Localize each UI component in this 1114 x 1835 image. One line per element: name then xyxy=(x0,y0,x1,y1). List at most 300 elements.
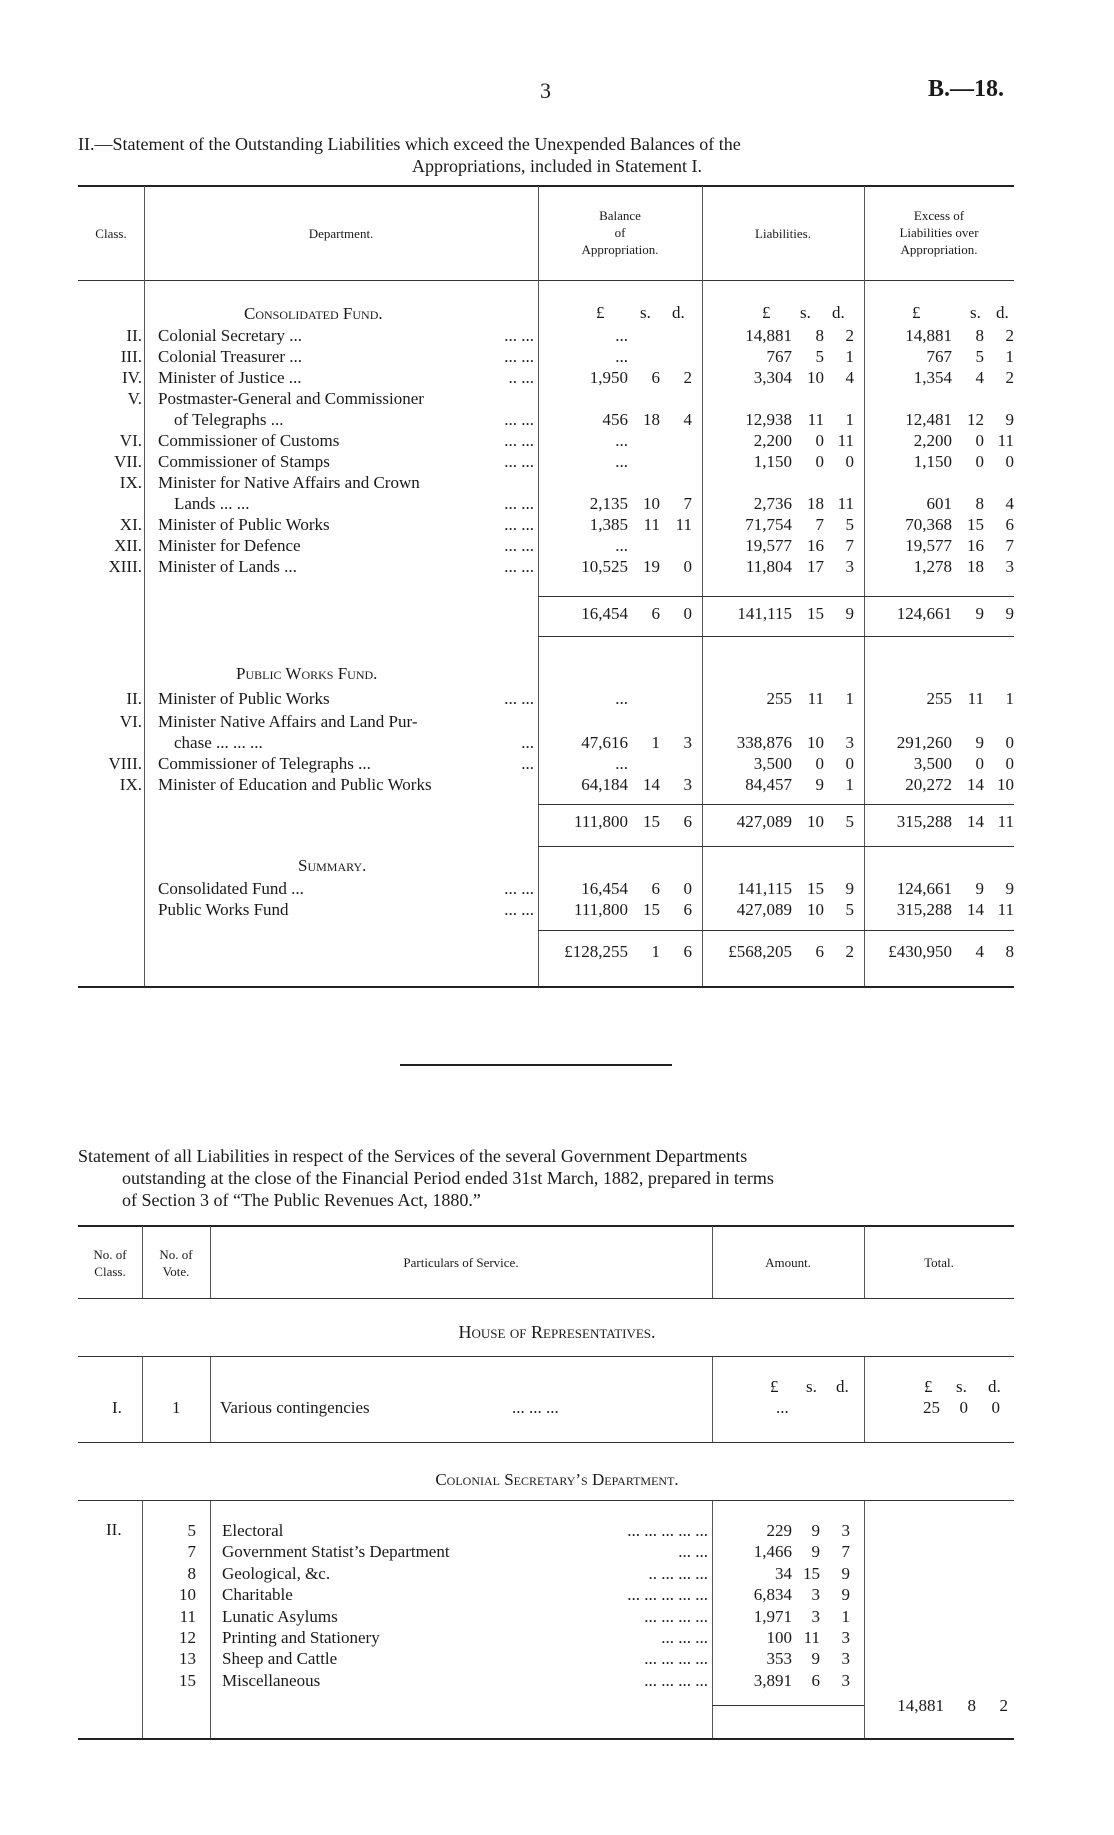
balance-shillings: 6 xyxy=(651,368,660,387)
excess-pounds: 767 xyxy=(926,347,952,366)
liabilities-pounds: 14,881 xyxy=(745,326,792,345)
balance-shillings: 11 xyxy=(643,515,660,534)
excess-pounds: 14,881 xyxy=(905,326,952,345)
leader-dots: ... ... xyxy=(504,326,534,345)
excess-pounds: 3,500 xyxy=(913,754,952,773)
department-name: Commissioner of Telegraphs ... xyxy=(158,754,371,773)
house-total-s: s. xyxy=(956,1377,967,1396)
excess-pence: 7 xyxy=(1005,536,1014,555)
amount-pence: 7 xyxy=(841,1542,850,1562)
excess-pence: 4 xyxy=(1005,494,1014,513)
house-vote: 1 xyxy=(172,1398,181,1417)
excess-pence: 8 xyxy=(1005,942,1014,961)
leader-dots: ... ... xyxy=(504,431,534,450)
liabilities-pounds: 12,938 xyxy=(745,410,792,429)
excess-pence: 11 xyxy=(997,431,1014,450)
statement3-title-line3: of Section 3 of “The Public Revenues Act, 1880.” xyxy=(122,1190,481,1210)
house-total-shillings: 0 xyxy=(959,1398,968,1417)
leader-dots: ... ... ... ... xyxy=(644,1606,708,1626)
class-number: V. xyxy=(127,389,142,408)
vote-number: 8 xyxy=(187,1563,196,1583)
excess-pounds: 12,481 xyxy=(905,410,952,429)
statement2-title-line1: II.—Statement of the Outstanding Liabilities which exceed the Unexpended Balances of the xyxy=(78,134,741,154)
liabilities-pence: 2 xyxy=(845,942,854,961)
house-class: I. xyxy=(112,1398,122,1417)
balance-pence: 6 xyxy=(683,900,692,919)
excess-shillings: 0 xyxy=(975,452,984,471)
house-amount-pound: £ xyxy=(770,1377,779,1396)
excess-shillings: 14 xyxy=(967,900,984,919)
department-name: Minister of Justice ... xyxy=(158,368,302,387)
liabilities-shillings: 8 xyxy=(815,326,824,345)
excess-pence: 9 xyxy=(1005,604,1014,623)
house-amount-d: d. xyxy=(836,1377,849,1396)
balance-pounds: 456 xyxy=(602,410,628,429)
service-particular: Sheep and Cattle xyxy=(222,1649,338,1669)
liabilities-pounds: 255 xyxy=(766,689,792,708)
consolidated-fund-heading: Consolidated Fund. xyxy=(244,304,383,323)
header-no-vote-l2: Vote. xyxy=(162,1264,190,1279)
department-name: Minister of Lands ... xyxy=(158,557,297,576)
balance-pounds: 16,454 xyxy=(581,879,628,898)
amount-pence: 3 xyxy=(841,1649,850,1669)
statement3-title-line1-text: Statement of all Liabilities in respect of the Services of the several Government Departments xyxy=(78,1146,748,1166)
balance-shillings: 6 xyxy=(651,879,660,898)
liabilities-shillings: 10 xyxy=(807,733,824,752)
vote-number: 12 xyxy=(179,1628,196,1647)
liabilities-shillings: 10 xyxy=(807,368,824,387)
leader-dots: ... ... xyxy=(678,1542,708,1562)
class-number: VI. xyxy=(119,712,142,731)
vote-number: 15 xyxy=(179,1670,196,1690)
table-row xyxy=(0,753,1114,774)
house-total-pound: £ xyxy=(924,1377,933,1396)
house-amount: ... xyxy=(776,1398,789,1417)
excess-d-label: d. xyxy=(996,303,1009,322)
header-class: Class. xyxy=(95,226,127,241)
header-no-vote xyxy=(142,1246,210,1280)
balance-pounds: ... xyxy=(615,431,628,450)
amount-pounds: 34 xyxy=(775,1563,792,1583)
balance-pence: 3 xyxy=(683,775,692,794)
excess-pence: 1 xyxy=(1005,689,1014,708)
header-no-vote-l1: No. of xyxy=(159,1247,193,1262)
department-name: Minister for Native Affairs and Crown xyxy=(158,473,420,492)
table-row xyxy=(0,556,1114,577)
leader-dots: ... ... ... xyxy=(661,1628,708,1647)
liabilities-pounds: 141,115 xyxy=(737,879,792,898)
header-no-class-l1: No. of xyxy=(93,1247,127,1262)
amount-pence: 9 xyxy=(841,1585,850,1605)
balance-pounds: 1,385 xyxy=(589,515,628,534)
header-excess-l3: Appropriation. xyxy=(900,242,978,257)
colonial-total-row xyxy=(0,1695,1114,1716)
header-particulars: Particulars of Service. xyxy=(403,1255,519,1270)
balance-pounds: £128,255 xyxy=(564,942,628,961)
liabilities-shillings: 5 xyxy=(815,347,824,366)
header-excess-l2: Liabilities over xyxy=(899,225,979,240)
liabilities-pence: 1 xyxy=(845,775,854,794)
table-row xyxy=(0,430,1114,451)
house-total-pence: 0 xyxy=(991,1398,1000,1417)
excess-pounds: 255 xyxy=(926,689,952,708)
header-excess xyxy=(864,207,1014,258)
table-row xyxy=(0,774,1114,795)
balance-shillings: 19 xyxy=(643,557,660,576)
liabilities-pence: 5 xyxy=(845,900,854,919)
table-row xyxy=(0,732,1114,753)
service-particular: Miscellaneous xyxy=(222,1670,321,1690)
house-amount-s: s. xyxy=(806,1377,817,1396)
leader-dots: ... ... xyxy=(504,557,534,576)
department-name: of Telegraphs ... xyxy=(174,410,284,429)
excess-pounds: £430,950 xyxy=(888,942,952,961)
consolidated-total-row xyxy=(0,603,1114,624)
excess-pounds: 1,354 xyxy=(913,368,952,387)
liabilities-pounds: 427,089 xyxy=(736,900,792,919)
balance-d-label: d. xyxy=(672,303,685,322)
liabilities-pounds: 19,577 xyxy=(745,536,792,555)
statement3-title-line1 xyxy=(78,1146,747,1167)
liabilities-pounds: 2,736 xyxy=(753,494,792,513)
liabilities-pence: 7 xyxy=(845,536,854,555)
amount-pence: 1 xyxy=(841,1606,850,1626)
amount-shillings: 9 xyxy=(811,1542,820,1562)
department-name: Commissioner of Stamps xyxy=(158,452,330,471)
class-number: VI. xyxy=(119,431,142,450)
table-row xyxy=(0,346,1114,367)
liabilities-pounds: 3,500 xyxy=(753,754,792,773)
summary-heading: Summary. xyxy=(298,856,367,875)
excess-shillings: 4 xyxy=(975,368,984,387)
excess-pounds: 124,661 xyxy=(896,604,952,623)
amount-pounds: 3,891 xyxy=(753,1670,792,1690)
amount-pounds: 1,466 xyxy=(753,1542,792,1562)
amount-pounds: 229 xyxy=(766,1521,792,1540)
table-row xyxy=(0,493,1114,514)
class-number: IX. xyxy=(119,775,142,794)
excess-shillings: 15 xyxy=(967,515,984,534)
balance-pence: 4 xyxy=(683,410,692,429)
excess-pence: 0 xyxy=(1005,733,1014,752)
leader-dots: ... ... xyxy=(504,536,534,555)
department-name: Colonial Treasurer ... xyxy=(158,347,303,366)
table-row xyxy=(0,367,1114,388)
excess-shillings: 8 xyxy=(975,326,984,345)
amount-pounds: 100 xyxy=(766,1628,792,1647)
excess-pence: 2 xyxy=(1005,368,1014,387)
public-works-total-row xyxy=(0,811,1114,832)
excess-shillings: 0 xyxy=(975,754,984,773)
balance-pounds: 111,800 xyxy=(574,812,628,831)
colonial-heading: Colonial Secretary’s Department. xyxy=(435,1470,679,1489)
excess-shillings: 5 xyxy=(975,347,984,366)
excess-pence: 6 xyxy=(1005,515,1014,534)
leader-dots: ... ... xyxy=(504,452,534,471)
department-name: Lands ... ... xyxy=(174,494,250,513)
balance-pounds: ... xyxy=(615,326,628,345)
header-balance-l1: Balance xyxy=(599,208,641,223)
balance-shillings: 1 xyxy=(651,733,660,752)
balance-shillings: 18 xyxy=(643,410,660,429)
excess-pence: 3 xyxy=(1005,557,1014,576)
liabilities-pence: 1 xyxy=(845,410,854,429)
excess-pounds: 124,661 xyxy=(896,879,952,898)
leader-dots: .. ... xyxy=(508,368,534,387)
liabilities-pence: 0 xyxy=(845,452,854,471)
table-row xyxy=(0,1627,1114,1648)
header-department: Department. xyxy=(308,226,374,241)
service-particular: Lunatic Asylums xyxy=(222,1606,338,1626)
excess-shillings: 9 xyxy=(975,879,984,898)
balance-shillings: 15 xyxy=(643,812,660,831)
liabilities-pence: 11 xyxy=(837,431,854,450)
service-particular: Electoral xyxy=(222,1521,284,1540)
table-row xyxy=(0,325,1114,346)
liabilities-pence: 11 xyxy=(837,494,854,513)
excess-shillings: 11 xyxy=(967,689,984,708)
excess-pounds: 315,288 xyxy=(896,900,952,919)
excess-pence: 11 xyxy=(997,812,1014,831)
department-name: Consolidated Fund ... xyxy=(158,879,304,898)
balance-pounds: 47,616 xyxy=(581,733,628,752)
leader-dots: ... ... xyxy=(504,879,534,898)
liabilities-pence: 5 xyxy=(845,812,854,831)
excess-pence: 10 xyxy=(997,775,1014,794)
leader-dots: ... ... xyxy=(504,900,534,919)
excess-shillings: 4 xyxy=(975,942,984,961)
excess-shillings: 16 xyxy=(967,536,984,555)
liabilities-shillings: 10 xyxy=(807,812,824,831)
class-number: II. xyxy=(126,689,142,708)
liabilities-pence: 1 xyxy=(845,689,854,708)
balance-pence: 0 xyxy=(683,557,692,576)
table-row xyxy=(0,688,1114,709)
table-row xyxy=(0,472,1114,493)
amount-pence: 3 xyxy=(841,1670,850,1690)
liabilities-shillings: 17 xyxy=(807,557,824,576)
amount-shillings: 9 xyxy=(811,1649,820,1669)
balance-pence: 7 xyxy=(683,494,692,513)
excess-shillings: 14 xyxy=(967,775,984,794)
class-number: VII. xyxy=(114,452,142,471)
liabilities-shillings: 9 xyxy=(815,775,824,794)
balance-pence: 6 xyxy=(683,942,692,961)
excess-pence: 0 xyxy=(1005,754,1014,773)
header-balance-l2: of xyxy=(614,225,626,240)
colonial-total-pence: 2 xyxy=(999,1696,1008,1715)
table-row xyxy=(0,451,1114,472)
amount-pence: 3 xyxy=(841,1628,850,1647)
header-balance-l3: Appropriation. xyxy=(581,242,659,257)
summary-row xyxy=(0,899,1114,920)
liabilities-shillings: 15 xyxy=(807,879,824,898)
amount-pounds: 353 xyxy=(766,1649,792,1669)
service-particular: Printing and Stationery xyxy=(222,1628,380,1647)
excess-pounds: 2,200 xyxy=(913,431,952,450)
leader-dots: ... ... xyxy=(504,515,534,534)
excess-pounds: 291,260 xyxy=(896,733,952,752)
liabilities-pence: 4 xyxy=(845,368,854,387)
liabilities-shillings: 10 xyxy=(807,900,824,919)
service-particular: Charitable xyxy=(222,1585,293,1605)
liabilities-shillings: 0 xyxy=(815,431,824,450)
table-row xyxy=(0,1397,1114,1418)
excess-s-label: s. xyxy=(970,303,981,322)
excess-pounds: 19,577 xyxy=(905,536,952,555)
excess-shillings: 14 xyxy=(967,812,984,831)
liabilities-pounds: 767 xyxy=(766,347,792,366)
balance-shillings: 6 xyxy=(651,604,660,623)
table-row xyxy=(0,1606,1114,1627)
excess-pounds: 601 xyxy=(926,494,952,513)
leader-dots: ... ... xyxy=(504,689,534,708)
leader-dots: ... ... xyxy=(504,494,534,513)
table-row xyxy=(0,1563,1114,1584)
vote-number: 7 xyxy=(187,1542,196,1562)
department-name: Minister for Defence xyxy=(158,536,301,555)
excess-pounds: 70,368 xyxy=(905,515,952,534)
balance-shillings: 15 xyxy=(643,900,660,919)
liabilities-s-label: s. xyxy=(800,303,811,322)
liabilities-pence: 0 xyxy=(845,754,854,773)
liabilities-pounds: £568,205 xyxy=(728,942,792,961)
table-row xyxy=(0,388,1114,409)
excess-shillings: 9 xyxy=(975,604,984,623)
balance-pounds: ... xyxy=(615,754,628,773)
leader-dots: .. ... ... ... xyxy=(648,1563,708,1583)
class-number: XIII. xyxy=(108,557,142,576)
balance-pence: 6 xyxy=(683,812,692,831)
house-particular: Various contingencies xyxy=(220,1398,370,1417)
summary-row xyxy=(0,878,1114,899)
header-balance xyxy=(538,207,702,258)
house-total-d: d. xyxy=(988,1377,1001,1396)
balance-pounds: 1,950 xyxy=(589,368,628,387)
liabilities-pounds: 1,150 xyxy=(753,452,792,471)
excess-pence: 9 xyxy=(1005,879,1014,898)
excess-shillings: 8 xyxy=(975,494,984,513)
excess-shillings: 12 xyxy=(967,410,984,429)
excess-pence: 9 xyxy=(1005,410,1014,429)
leader-dots: ... ... xyxy=(504,347,534,366)
excess-pounds: 20,272 xyxy=(905,775,952,794)
amount-pounds: 6,834 xyxy=(753,1585,792,1605)
grand-total-row xyxy=(0,941,1114,962)
colonial-total-shillings: 8 xyxy=(967,1696,976,1715)
leader-dots: ... xyxy=(521,754,534,773)
table-row xyxy=(0,711,1114,732)
table-row xyxy=(0,1520,1114,1541)
class-number: II. xyxy=(126,326,142,345)
house-heading: House of Representatives. xyxy=(458,1322,656,1342)
leader-dots: ... ... ... ... ... xyxy=(627,1521,708,1540)
amount-shillings: 3 xyxy=(811,1606,820,1626)
table-row xyxy=(0,514,1114,535)
liabilities-pence: 3 xyxy=(845,733,854,752)
amount-shillings: 11 xyxy=(803,1628,820,1647)
liabilities-shillings: 18 xyxy=(807,494,824,513)
balance-pounds: ... xyxy=(615,536,628,555)
excess-pence: 0 xyxy=(1005,452,1014,471)
class-number: XII. xyxy=(114,536,142,555)
vote-number: 10 xyxy=(179,1585,196,1605)
amount-shillings: 3 xyxy=(811,1585,820,1605)
balance-pence: 11 xyxy=(675,515,692,534)
house-total-pounds: 25 xyxy=(923,1398,940,1417)
balance-pounds: 2,135 xyxy=(589,494,628,513)
liabilities-pounds: 141,115 xyxy=(737,604,792,623)
header-excess-l1: Excess of xyxy=(913,208,965,223)
house-dots: ... ... ... xyxy=(512,1398,559,1417)
balance-pounds: 16,454 xyxy=(581,604,628,623)
liabilities-pounds: 3,304 xyxy=(753,368,792,387)
department-name: Colonial Secretary ... xyxy=(158,326,302,345)
balance-shillings: 10 xyxy=(643,494,660,513)
liabilities-shillings: 16 xyxy=(807,536,824,555)
currency-units-row xyxy=(0,302,1114,323)
statement3-title-line2: outstanding at the close of the Financial Period ended 31st March, 1882, prepared in terms xyxy=(122,1168,774,1188)
liabilities-pence: 9 xyxy=(845,604,854,623)
table-row xyxy=(0,1584,1114,1605)
amount-shillings: 15 xyxy=(803,1563,820,1583)
service-particular: Geological, &c. xyxy=(222,1563,331,1583)
department-name: Minister of Education and Public Works xyxy=(158,775,432,794)
colonial-total-pounds: 14,881 xyxy=(897,1696,944,1715)
header-no-class xyxy=(78,1246,142,1280)
balance-shillings: 1 xyxy=(651,942,660,961)
liabilities-pounds: 427,089 xyxy=(736,812,792,831)
excess-pounds: 1,150 xyxy=(913,452,952,471)
department-name: Minister Native Affairs and Land Pur- xyxy=(158,712,418,731)
colonial-class: II. xyxy=(106,1520,122,1539)
amount-shillings: 6 xyxy=(811,1670,820,1690)
liabilities-pounds: 11,804 xyxy=(745,557,792,576)
amount-shillings: 9 xyxy=(811,1521,820,1540)
leader-dots: ... ... xyxy=(504,410,534,429)
liabilities-shillings: 7 xyxy=(815,515,824,534)
amount-pounds: 1,971 xyxy=(753,1606,792,1626)
table-row xyxy=(0,1648,1114,1669)
liabilities-d-label: d. xyxy=(832,303,845,322)
department-name: Public Works Fund xyxy=(158,900,289,919)
liabilities-shillings: 0 xyxy=(815,754,824,773)
liabilities-pence: 2 xyxy=(845,326,854,345)
public-works-fund-heading: Public Works Fund. xyxy=(236,664,378,683)
excess-pence: 1 xyxy=(1005,347,1014,366)
liabilities-shillings: 15 xyxy=(807,604,824,623)
balance-s-label: s. xyxy=(640,303,651,322)
balance-pound-label: £ xyxy=(596,303,605,322)
excess-shillings: 18 xyxy=(967,557,984,576)
liabilities-pound-label: £ xyxy=(762,303,771,322)
balance-shillings: 14 xyxy=(643,775,660,794)
excess-pence: 11 xyxy=(997,900,1014,919)
excess-pounds: 1,278 xyxy=(913,557,952,576)
header-total: Total. xyxy=(924,1255,954,1270)
liabilities-pounds: 338,876 xyxy=(736,733,792,752)
vote-number: 13 xyxy=(179,1649,196,1669)
class-number: III. xyxy=(120,347,142,366)
balance-pounds: 10,525 xyxy=(581,557,628,576)
department-name: chase ... ... ... xyxy=(174,733,263,752)
excess-shillings: 9 xyxy=(975,733,984,752)
liabilities-pence: 9 xyxy=(845,879,854,898)
leader-dots: ... ... ... ... ... xyxy=(627,1585,708,1605)
class-number: XI. xyxy=(119,515,142,534)
document-code: B.—18. xyxy=(928,76,1005,102)
class-number: VIII. xyxy=(108,754,142,773)
